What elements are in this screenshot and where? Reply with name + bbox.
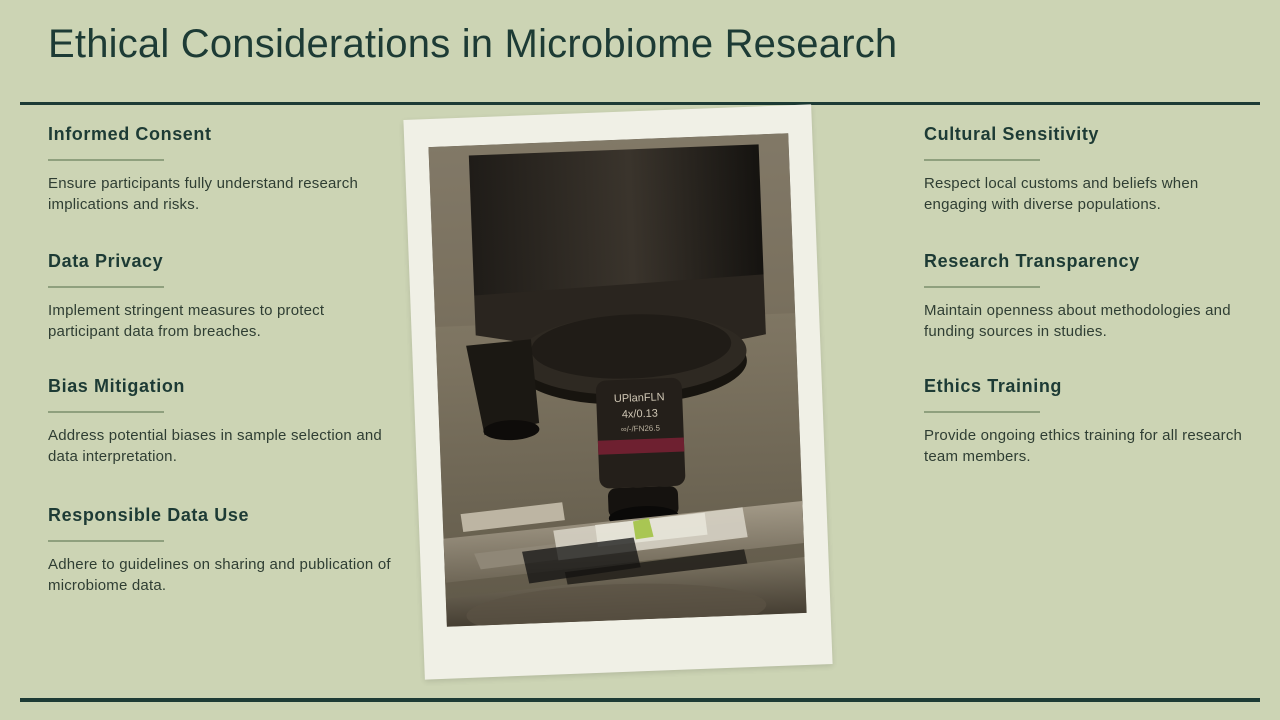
svg-text:4x/0.13: 4x/0.13 [621,407,659,421]
item-divider [48,286,164,288]
title-divider [20,102,1260,105]
list-item [48,376,418,467]
item-heading: Research Transparency [924,251,1140,271]
photo-frame [403,104,832,679]
right-column [924,124,1264,493]
item-divider [924,411,1040,413]
list-item [924,251,1264,342]
item-body: Respect local customs and beliefs when engaging with diverse populations. [924,175,1199,213]
bottom-divider [20,698,1260,702]
item-body: Address potential biases in sample selection and data interpretation. [48,427,382,465]
page-title: Ethical Considerations in Microbiome Research [48,22,898,66]
item-body: Implement stringent measures to protect participant data from breaches. [48,302,325,340]
item-divider [48,540,164,542]
item-body: Ensure participants fully understand research implications and risks. [48,175,358,213]
item-heading: Cultural Sensitivity [924,124,1100,144]
list-item [48,124,418,215]
microscope-photo [428,133,806,626]
list-item [48,251,418,342]
item-body: Adhere to guidelines on sharing and publication of microbiome data. [48,556,391,594]
item-heading: Bias Mitigation [48,376,186,396]
item-heading: Responsible Data Use [48,505,250,525]
svg-text:∞/-/FN26.5: ∞/-/FN26.5 [620,423,661,434]
list-item [48,505,418,596]
item-body: Provide ongoing ethics training for all research team members. [924,427,1243,465]
item-heading: Informed Consent [48,124,212,144]
list-item [924,376,1264,467]
item-divider [48,411,164,413]
list-item [924,124,1264,215]
item-body: Maintain openness about methodologies and funding sources in studies. [924,302,1231,340]
item-divider [924,286,1040,288]
item-divider [924,159,1040,161]
item-heading: Ethics Training [924,376,1063,396]
item-divider [48,159,164,161]
svg-text:UPlanFLN: UPlanFLN [613,391,665,406]
item-heading: Data Privacy [48,251,164,271]
left-column [48,124,418,622]
